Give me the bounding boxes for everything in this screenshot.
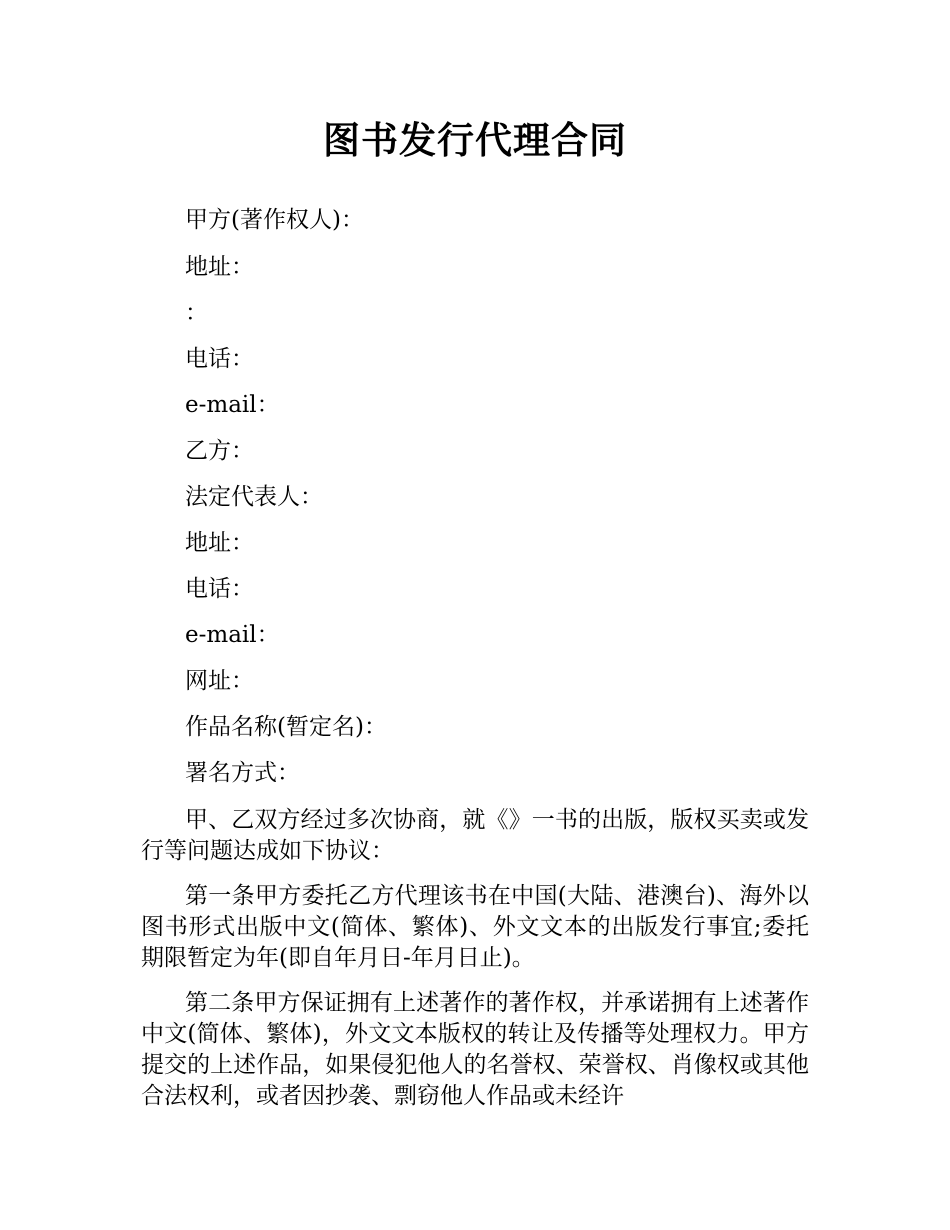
party-b-field: 乙方： <box>185 438 254 464</box>
preamble-paragraph: 甲、乙双方经过多次协商，就《》一书的出版，版权买卖或发行等问题达成如下协议： <box>141 807 809 864</box>
party-b-legal-representative-field: 法定代表人： <box>185 484 323 510</box>
work-title-field: 作品名称(暂定名)： <box>185 714 387 740</box>
byline-method-field: 署名方式： <box>185 760 300 786</box>
party-a-blank-field: ： <box>185 300 208 326</box>
party-b-phone-field: 电话： <box>185 576 254 602</box>
party-b-email-field: e-mail： <box>185 622 280 648</box>
party-b-website-field: 网址： <box>185 668 254 694</box>
document-title: 图书发行代理合同 <box>323 119 627 162</box>
article-1-paragraph: 第一条甲方委托乙方代理该书在中国(大陆、港澳台)、海外以图书形式出版中文(简体、繁体)、外文文本的出版发行事宜;委托期限暂定为年(即自年月日-年月日止)。 <box>141 883 809 971</box>
party-a-email-field: e-mail： <box>185 392 280 418</box>
party-a-address-field: 地址： <box>185 254 254 280</box>
party-a-phone-field: 电话： <box>185 346 254 372</box>
party-b-address-field: 地址： <box>185 530 254 556</box>
party-a-copyright-holder-field: 甲方(著作权人)： <box>185 207 364 233</box>
article-2-paragraph: 第二条甲方保证拥有上述著作的著作权，并承诺拥有上述著作中文(简体、繁体)，外文文本版权的转让及传播等处理权力。甲方提交的上述作品，如果侵犯他人的名誉权、荣誉权、肖像权或其他合法权利，或者因抄袭、剽窃他人作品或未经许 <box>141 990 809 1109</box>
